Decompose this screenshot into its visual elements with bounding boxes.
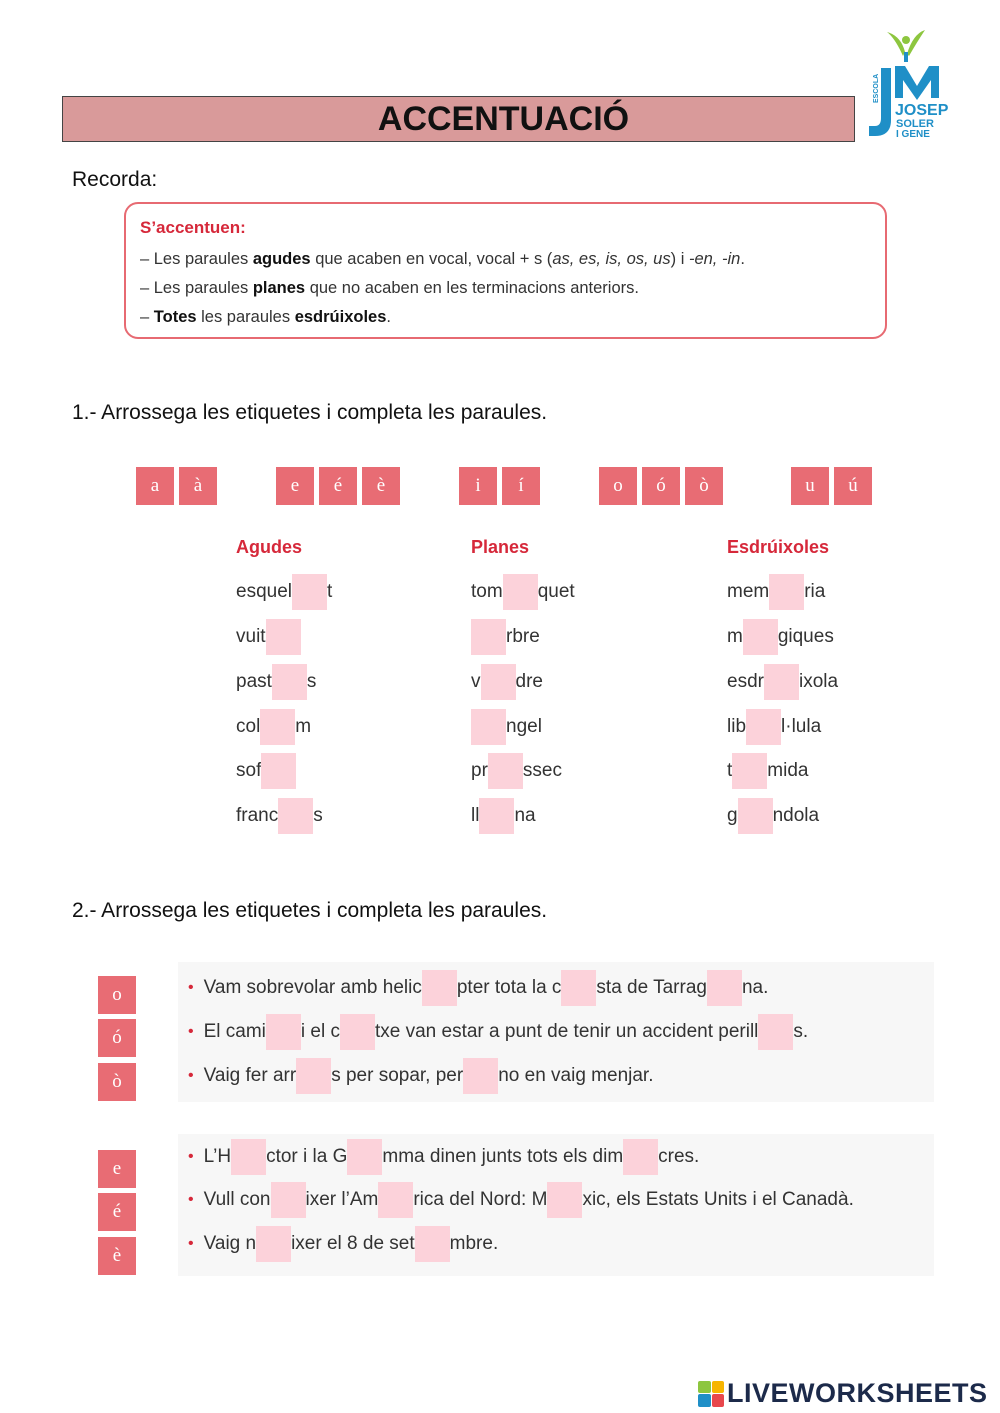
drag-tag[interactable]: í [502,467,540,505]
sentence: • Vaig fer arr s per sopar, per no en vaig menjar. [188,1058,653,1094]
footer-brand [698,1378,988,1409]
logo-josep: JOSEP [895,102,949,119]
drag-tag[interactable]: o [599,467,637,505]
drop-gap[interactable] [292,574,327,610]
word-row: g ndola [727,798,819,834]
word-row: franc s [236,798,323,834]
reminder-label: Recorda: [72,168,158,191]
word-row: esdr ixola [727,664,838,700]
drag-tag[interactable]: ò [685,467,723,505]
drop-gap[interactable] [471,709,506,745]
drag-tag[interactable]: i [459,467,497,505]
drop-gap[interactable] [758,1014,793,1050]
word-row: vuit [236,619,301,655]
liveworksheets-icon [698,1381,724,1407]
drag-tag[interactable]: e [98,1150,136,1188]
drop-gap[interactable] [231,1139,266,1175]
drop-gap[interactable] [422,970,457,1006]
word-row: esquel t [236,574,332,610]
drop-gap[interactable] [378,1182,413,1218]
logo-escola: ESCOLA [873,73,880,103]
drop-gap[interactable] [256,1226,291,1262]
word-row: tom quet [471,574,575,610]
sentence: • El cami i el c txe van estar a punt de tenir un accident perill s. [188,1014,808,1050]
drop-gap[interactable] [271,1182,306,1218]
column-heading-agudes: Agudes [236,537,303,557]
word-row: mem ria [727,574,825,610]
drop-gap[interactable] [266,619,301,655]
word-row: sof [236,753,296,789]
logo-soler: SOLER [896,118,934,130]
drop-gap[interactable] [347,1139,382,1175]
drop-gap[interactable] [738,798,773,834]
rule-agudes: – Les paraules agudes que acaben en vocal, vocal + s (as, es, is, os, us) i -en, -in. [140,250,745,268]
word-row: ll na [471,798,536,834]
drop-gap[interactable] [481,664,516,700]
drop-gap[interactable] [764,664,799,700]
school-logo [865,28,950,146]
exercise1-instruction: 1.- Arrossega les etiquetes i completa les paraules. [72,401,548,424]
drop-gap[interactable] [769,574,804,610]
drop-gap[interactable] [547,1182,582,1218]
word-row: v dre [471,664,543,700]
word-row: m giques [727,619,834,655]
drop-gap[interactable] [266,1014,301,1050]
drop-gap[interactable] [471,619,506,655]
drop-gap[interactable] [561,970,596,1006]
drop-gap[interactable] [488,753,523,789]
drop-gap[interactable] [296,1058,331,1094]
footer-brand-text: LIVEWORKSHEETS [727,1378,988,1408]
drop-gap[interactable] [479,798,514,834]
drag-tag[interactable]: e [276,467,314,505]
sentence: • Vam sobrevolar amb helic pter tota la c sta de Tarrag na. [188,970,768,1006]
drop-gap[interactable] [261,753,296,789]
drop-gap[interactable] [463,1058,498,1094]
drop-gap[interactable] [732,753,767,789]
column-heading-planes: Planes [471,537,530,557]
drag-tag[interactable]: ó [642,467,680,505]
drop-gap[interactable] [623,1139,658,1175]
logo-i-gene: I GENE [896,129,930,140]
drop-gap[interactable] [707,970,742,1006]
word-row: lib l·lula [727,709,821,745]
drag-tag[interactable]: à [179,467,217,505]
rule-esdruixoles: – Totes les paraules esdrúixoles. [140,308,391,326]
word-row: rbre [471,619,540,655]
drag-tag[interactable]: u [791,467,829,505]
drag-tag[interactable]: ú [834,467,872,505]
exercise2-instruction: 2.- Arrossega les etiquetes i completa les paraules. [72,899,548,922]
word-row: pr ssec [471,753,562,789]
drop-gap[interactable] [340,1014,375,1050]
drag-tag[interactable]: è [362,467,400,505]
rule-planes: – Les paraules planes que no acaben en les terminacions anteriors. [140,279,639,297]
drag-tag[interactable]: é [319,467,357,505]
drag-tag[interactable]: o [98,976,136,1014]
word-row: past s [236,664,316,700]
drag-tag[interactable]: ò [98,1063,136,1101]
title-bar [62,96,855,142]
word-row: col m [236,709,311,745]
page-title: ACCENTUACIÓ [377,99,630,138]
drag-tag[interactable]: é [98,1193,136,1231]
drop-gap[interactable] [746,709,781,745]
drop-gap[interactable] [415,1226,450,1262]
column-heading-esdruixoles: Esdrúixoles [727,537,830,557]
drop-gap[interactable] [260,709,295,745]
drop-gap[interactable] [503,574,538,610]
sentence: • Vull con ixer l’Am rica del Nord: M xic, els Estats Units i el Canadà. [188,1182,854,1218]
drop-gap[interactable] [278,798,313,834]
drag-tag[interactable]: ó [98,1019,136,1057]
drop-gap[interactable] [743,619,778,655]
drag-tag[interactable]: è [98,1237,136,1275]
drag-tag[interactable]: a [136,467,174,505]
word-row: t mida [727,753,808,789]
rules-heading: S’accentuen: [140,218,246,237]
drop-gap[interactable] [272,664,307,700]
rules-box [124,202,887,339]
word-row: ngel [471,709,542,745]
sentence: • L’H ctor i la G mma dinen junts tots els dim cres. [188,1139,699,1175]
sentence: • Vaig n ixer el 8 de set mbre. [188,1226,498,1262]
